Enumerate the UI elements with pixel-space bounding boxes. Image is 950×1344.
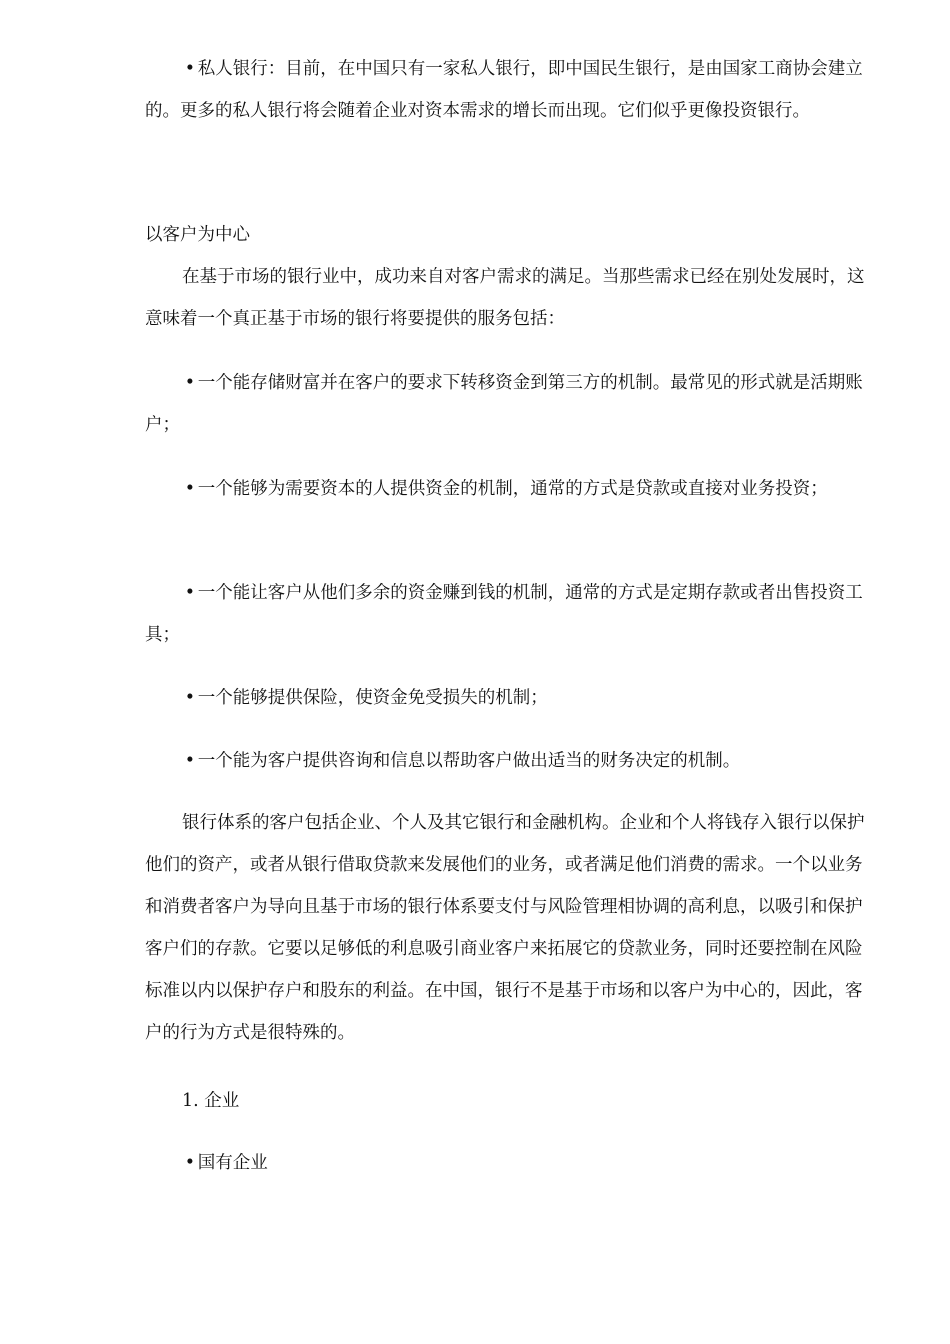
bullet-text: 一个能够为需要资本的人提供资金的机制，通常的方式是贷款或直接对业务投资；	[197, 479, 828, 499]
bullet-text: 国有企业	[197, 1153, 268, 1173]
bullet-icon: •	[184, 373, 196, 393]
bullet-text: 一个能让客户从他们多余的资金赚到钱的机制，通常的方式是定期存款或者出售投资工具；	[145, 583, 863, 645]
bullet-item-service-3	[145, 572, 873, 656]
bullet-text: 私人银行：目前，在中国只有一家私人银行，即中国民生银行，是由国家工商协会建立的。更多的私人银行将会随着企业对资本需求的增长而出现。它们似乎更像投资银行。	[145, 59, 863, 121]
bullet-text: 一个能为客户提供咨询和信息以帮助客户做出适当的财务决定的机制。	[197, 751, 741, 771]
bullet-item-state-owned	[145, 1142, 873, 1184]
bullet-text: 一个能够提供保险，使资金免受损失的机制；	[197, 688, 548, 708]
bullet-item-service-2	[145, 468, 873, 510]
bullet-item-service-4	[145, 677, 873, 719]
bullet-text: 一个能存储财富并在客户的要求下转移资金到第三方的机制。最常见的形式就是活期账户；	[145, 373, 863, 435]
section-heading: 以客户为中心	[145, 225, 250, 245]
bullet-item-private-bank	[145, 48, 873, 132]
intro-paragraph: 在基于市场的银行业中，成功来自对客户需求的满足。当那些需求已经在别处发展时，这意味着一个真正基于市场的银行将要提供的服务包括：	[145, 267, 865, 329]
bullet-icon: •	[184, 583, 196, 603]
bullet-icon: •	[184, 59, 196, 79]
bullet-item-service-5	[145, 740, 873, 782]
bullet-item-service-1	[145, 362, 873, 446]
bullet-icon: •	[184, 688, 196, 708]
numbered-item-enterprise: 1. 企业	[182, 1091, 240, 1111]
customers-paragraph: 银行体系的客户包括企业、个人及其它银行和金融机构。企业和个人将钱存入银行以保护他们的资产，或者从银行借取贷款来发展他们的业务，或者满足他们消费的需求。一个以业务和消费者客户为导向且基于市场的银行体系要支付与风险管理相协调的高利息，以吸引和保护客户们的存款。它要以足够低的利息吸引商业客户来拓展它的贷款业务，同时还要控制在风险标准以内以保护存户和股东的利益。在中国，银行不是基于市场和以客户为中心的，因此，客户的行为方式是很特殊的。	[145, 813, 865, 1043]
bullet-icon: •	[184, 1153, 196, 1173]
bullet-icon: •	[184, 479, 196, 499]
bullet-icon: •	[184, 751, 196, 771]
